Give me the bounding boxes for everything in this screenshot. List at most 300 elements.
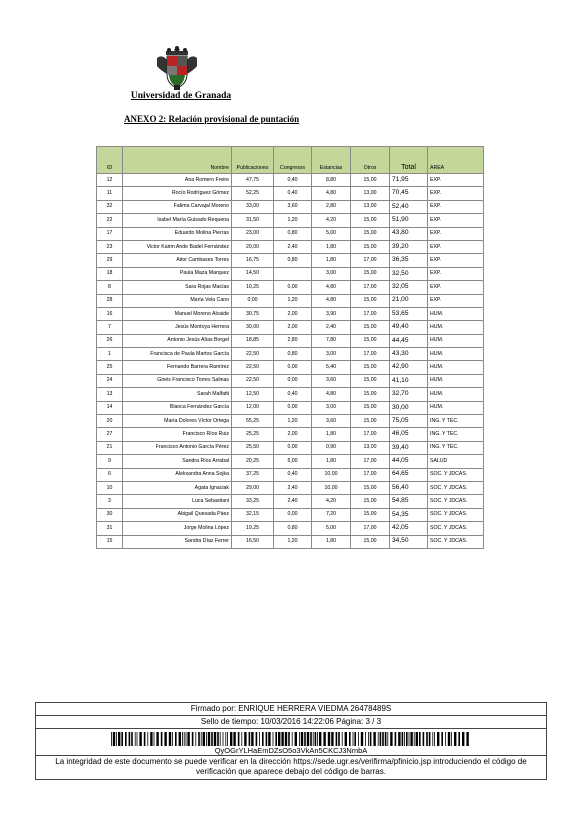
table-row: [97, 307, 484, 320]
header-publications: Publicaciones: [232, 147, 274, 174]
cell-total: 39,20: [390, 240, 428, 253]
barcode-bar: [395, 732, 397, 746]
barcode-bar: [139, 732, 141, 746]
cell-publications: 12,50: [232, 388, 274, 401]
table-header-row: [97, 147, 484, 174]
cell-area: HUM.: [428, 348, 484, 361]
barcode-bar: [201, 732, 202, 746]
cell-area: EXP.: [428, 174, 484, 187]
table-row: [97, 468, 484, 481]
cell-publications: 20,00: [232, 240, 274, 253]
cell-id: 3: [97, 495, 123, 508]
cell-id: 15: [97, 535, 123, 548]
barcode-bar: [317, 732, 318, 746]
barcode-bar: [184, 732, 185, 746]
barcode-bar: [256, 732, 258, 746]
cell-publications: 22,50: [232, 348, 274, 361]
cell-id: 21: [97, 441, 123, 454]
barcode-bar: [404, 732, 405, 746]
cell-total: 53,65: [390, 307, 428, 320]
cell-name: Paula Maza Marquez: [123, 267, 232, 280]
cell-publications: 31,50: [232, 214, 274, 227]
barcode-bar: [220, 732, 221, 746]
barcode-bar: [429, 732, 431, 746]
cell-congresses: 0,80: [274, 227, 312, 240]
cell-area: EXP.: [428, 281, 484, 294]
cell-area: HUM.: [428, 321, 484, 334]
barcode-bar: [198, 732, 200, 746]
annex-title: ANEXO 2: Relación provisional de puntación: [124, 114, 300, 124]
cell-publications: 52,25: [232, 187, 274, 200]
cell-name: Sara Rojas Macías: [123, 281, 232, 294]
cell-others: 15,00: [351, 174, 390, 187]
cell-area: SOC. Y JDCAS.: [428, 468, 484, 481]
cell-congresses: 2,40: [274, 481, 312, 494]
cell-id: 14: [97, 401, 123, 414]
cell-id: 17: [97, 227, 123, 240]
cell-publications: 37,25: [232, 468, 274, 481]
cell-area: SOC. Y JDCAS.: [428, 495, 484, 508]
university-name: Universidad de Granada: [130, 91, 232, 101]
cell-stays: 10,00: [312, 468, 351, 481]
barcode-bar: [192, 732, 194, 746]
signed-by: Firmado por: ENRIQUE HERRERA VIEDMA 26478489S: [36, 703, 546, 716]
cell-name: Manuel Moreno Alcaide: [123, 307, 232, 320]
cell-area: EXP.: [428, 200, 484, 213]
cell-publications: 32,15: [232, 508, 274, 521]
cell-others: 15,00: [351, 401, 390, 414]
table-row: [97, 334, 484, 347]
barcode-bar: [227, 732, 228, 746]
cell-others: 15,00: [351, 495, 390, 508]
cell-congresses: 0,40: [274, 174, 312, 187]
cell-congresses: 0,00: [274, 281, 312, 294]
barcode-bar: [331, 732, 333, 746]
cell-name: Ginés Francisco Torres Salinas: [123, 374, 232, 387]
cell-total: 21,00: [390, 294, 428, 307]
cell-name: Aitor Cambases Torres: [123, 254, 232, 267]
barcode-bar: [195, 732, 196, 746]
cell-congresses: 0,80: [274, 522, 312, 535]
barcode-bar: [398, 732, 400, 746]
cell-publications: 47,75: [232, 174, 274, 187]
table-row: [97, 535, 484, 548]
cell-congresses: 2,00: [274, 321, 312, 334]
barcode-bar: [259, 732, 260, 746]
cell-publications: 16,75: [232, 254, 274, 267]
cell-others: 15,00: [351, 481, 390, 494]
cell-area: SOC. Y JDCAS.: [428, 481, 484, 494]
table-row: [97, 455, 484, 468]
integrity-note: La integridad de este documento se puede verificar en la dirección https://sede.ugr.es/verifirma/pfinicio.jsp introduciendo el código de verificación que aparece debajo del código de barras.: [55, 757, 527, 776]
cell-congresses: 0,00: [274, 361, 312, 374]
table-row: [97, 508, 484, 521]
cell-others: 17,00: [351, 522, 390, 535]
barcode-bar: [434, 732, 435, 746]
table-row: [97, 481, 484, 494]
cell-publications: 12,00: [232, 401, 274, 414]
barcode-bar: [361, 732, 363, 746]
barcode-bar: [307, 732, 309, 746]
cell-stays: 4,80: [312, 281, 351, 294]
cell-name: Sandra Díaz Ferrer: [123, 535, 232, 548]
cell-others: 13,00: [351, 187, 390, 200]
barcode-bar: [349, 732, 351, 746]
barcode-bar: [203, 732, 205, 746]
cell-congresses: 0,00: [274, 401, 312, 414]
cell-name: Francisco Ríos Ruiz: [123, 428, 232, 441]
cell-others: 17,00: [351, 281, 390, 294]
verification-code: QyOGrYLHaEmDZsO5o3VkAn5CKCJ3NmbA: [214, 746, 368, 755]
barcode-bar: [238, 732, 240, 746]
cell-stays: 1,80: [312, 535, 351, 548]
cell-id: 6: [97, 468, 123, 481]
cell-area: HUM.: [428, 374, 484, 387]
barcode-bar: [423, 732, 425, 746]
cell-others: 17,00: [351, 254, 390, 267]
barcode-bar: [426, 732, 428, 746]
cell-others: 15,00: [351, 508, 390, 521]
cell-total: 42,90: [390, 361, 428, 374]
barcode-bar: [214, 732, 216, 746]
cell-area: EXP.: [428, 187, 484, 200]
barcode-bar: [179, 732, 181, 746]
cell-area: SOC. Y JDCAS.: [428, 508, 484, 521]
cell-area: SOC. Y JDCAS.: [428, 535, 484, 548]
cell-congresses: 0,80: [274, 254, 312, 267]
cell-others: 15,00: [351, 334, 390, 347]
cell-area: ING. Y TEC.: [428, 428, 484, 441]
barcode-bar: [217, 732, 219, 746]
cell-total: 41,10: [390, 374, 428, 387]
cell-total: 44,45: [390, 334, 428, 347]
barcode-bar: [310, 732, 312, 746]
cell-name: Isabel María Guisado Requena: [123, 214, 232, 227]
cell-congresses: 1,20: [274, 535, 312, 548]
cell-name: Jorge Molina López: [123, 522, 232, 535]
cell-congresses: 2,40: [274, 495, 312, 508]
cell-publications: 55,25: [232, 415, 274, 428]
table-row: [97, 401, 484, 414]
barcode-bar: [273, 732, 274, 746]
cell-publications: 20,25: [232, 455, 274, 468]
cell-congresses: 1,20: [274, 294, 312, 307]
cell-id: 31: [97, 522, 123, 535]
barcode-bar: [319, 732, 321, 746]
barcode-image: [111, 732, 471, 746]
barcode-bar: [150, 732, 152, 746]
barcode-bar: [285, 732, 287, 746]
barcode-bar: [249, 732, 251, 746]
barcode-bar: [156, 732, 158, 746]
cell-id: 22: [97, 214, 123, 227]
cell-congresses: 0,40: [274, 388, 312, 401]
cell-congresses: 1,20: [274, 214, 312, 227]
cell-name: Victor Karim Ande Badel Fernández: [123, 240, 232, 253]
barcode-bar: [144, 732, 146, 746]
cell-total: 54,35: [390, 508, 428, 521]
cell-stays: 1,80: [312, 455, 351, 468]
cell-others: 15,00: [351, 227, 390, 240]
cell-name: Jesús Montoya Herrera: [123, 321, 232, 334]
cell-others: 17,00: [351, 307, 390, 320]
cell-name: Francisca de Paula Martos García: [123, 348, 232, 361]
barcode-bar: [441, 732, 443, 746]
barcode-bar: [338, 732, 340, 746]
cell-stays: 4,80: [312, 187, 351, 200]
barcode-bar: [244, 732, 246, 746]
cell-publications: 25,25: [232, 428, 274, 441]
barcode-bar: [378, 732, 379, 746]
table-row: [97, 348, 484, 361]
cell-id: 16: [97, 307, 123, 320]
barcode-bar: [125, 732, 127, 746]
cell-stays: 1,80: [312, 240, 351, 253]
cell-stays: 2,40: [312, 321, 351, 334]
cell-name: Ana Romero Freire: [123, 174, 232, 187]
cell-name: Sarah Malfatti: [123, 388, 232, 401]
cell-others: 15,00: [351, 361, 390, 374]
cell-publications: 33,25: [232, 495, 274, 508]
cell-stays: 1,80: [312, 428, 351, 441]
cell-publications: 25,50: [232, 441, 274, 454]
cell-stays: 7,20: [312, 508, 351, 521]
barcode-bar: [111, 732, 112, 746]
cell-stays: 4,80: [312, 294, 351, 307]
barcode-bar: [410, 732, 412, 746]
table-row: [97, 214, 484, 227]
barcode-bar: [275, 732, 277, 746]
barcode-bar: [288, 732, 290, 746]
barcode-bar: [448, 732, 450, 746]
cell-stays: 3,90: [312, 307, 351, 320]
table-row: [97, 174, 484, 187]
cell-id: 9: [97, 455, 123, 468]
barcode-bar: [437, 732, 439, 746]
cell-total: 70,45: [390, 187, 428, 200]
cell-total: 71,95: [390, 174, 428, 187]
cell-name: Fernando Barrera Ramírez: [123, 361, 232, 374]
barcode-bar: [233, 732, 235, 746]
table-row: [97, 240, 484, 253]
cell-publications: 0,00: [232, 294, 274, 307]
barcode-bar: [113, 732, 115, 746]
header-name: Nombre: [123, 147, 232, 174]
cell-name: Alekxandra Anna Sojka: [123, 468, 232, 481]
barcode-bar: [373, 732, 375, 746]
cell-stays: 10,00: [312, 481, 351, 494]
cell-id: 12: [97, 174, 123, 187]
barcode-bar: [454, 732, 456, 746]
cell-area: EXP.: [428, 227, 484, 240]
cell-area: HUM.: [428, 401, 484, 414]
cell-name: Antonio Jesús Alías Borgel: [123, 334, 232, 347]
cell-name: Fatima Carvajal Moreno: [123, 200, 232, 213]
cell-publications: 30,00: [232, 321, 274, 334]
cell-area: EXP.: [428, 214, 484, 227]
barcode-bar: [154, 732, 155, 746]
cell-id: 32: [97, 200, 123, 213]
cell-area: EXP.: [428, 254, 484, 267]
cell-congresses: 2,00: [274, 428, 312, 441]
cell-name: Rocío Rodríguez Gómez: [123, 187, 232, 200]
barcode-bar: [368, 732, 369, 746]
cell-name: María Dolores Víctor Ortega: [123, 415, 232, 428]
barcode-bar: [225, 732, 226, 746]
timestamp: Sello de tiempo: 10/03/2016 14:22:06 Página: 3 / 3: [36, 716, 546, 729]
barcode-bar: [336, 732, 338, 746]
barcode-bar: [262, 732, 264, 746]
cell-area: SALUD: [428, 455, 484, 468]
cell-total: 52,40: [390, 200, 428, 213]
barcode-bar: [409, 732, 410, 746]
cell-total: 46,05: [390, 428, 428, 441]
cell-area: HUM.: [428, 361, 484, 374]
barcode-bar: [345, 732, 347, 746]
cell-others: 15,00: [351, 535, 390, 548]
barcode-bar: [313, 732, 314, 746]
barcode-bar: [169, 732, 171, 746]
cell-total: 51,90: [390, 214, 428, 227]
cell-total: 42,05: [390, 522, 428, 535]
table-row: [97, 428, 484, 441]
barcode-bar: [458, 732, 460, 746]
table-row: [97, 441, 484, 454]
cell-stays: 2,80: [312, 200, 351, 213]
cell-publications: 30,75: [232, 307, 274, 320]
cell-total: 43,80: [390, 227, 428, 240]
barcode-bar: [147, 732, 148, 746]
cell-publications: 16,50: [232, 535, 274, 548]
cell-congresses: 5,00: [274, 455, 312, 468]
header-id: ID: [97, 147, 123, 174]
barcode-bar: [315, 732, 317, 746]
table-row: [97, 415, 484, 428]
cell-id: 30: [97, 508, 123, 521]
cell-congresses: 1,20: [274, 415, 312, 428]
cell-others: 17,00: [351, 428, 390, 441]
barcode-bar: [445, 732, 446, 746]
barcode-bar: [211, 732, 213, 746]
signature-box: [35, 702, 547, 780]
cell-stays: 3,00: [312, 267, 351, 280]
table-row: [97, 321, 484, 334]
barcode-bar: [172, 732, 173, 746]
barcode-bar: [175, 732, 177, 746]
cell-id: 27: [97, 428, 123, 441]
cell-stays: 4,20: [312, 214, 351, 227]
table-row: [97, 254, 484, 267]
barcode-bar: [268, 732, 270, 746]
barcode-bar: [385, 732, 387, 746]
cell-others: 15,00: [351, 214, 390, 227]
barcode-bar: [206, 732, 207, 746]
cell-publications: 10,25: [232, 281, 274, 294]
cell-total: 49,40: [390, 321, 428, 334]
barcode-bar: [304, 732, 306, 746]
barcode-bar: [419, 732, 421, 746]
barcode-bar: [451, 732, 452, 746]
cell-name: Luca Sebastiani: [123, 495, 232, 508]
table-row: [97, 361, 484, 374]
cell-others: 17,00: [351, 468, 390, 481]
barcode-bar: [223, 732, 224, 746]
cell-stays: 0,90: [312, 441, 351, 454]
cell-congresses: 2,40: [274, 240, 312, 253]
cell-publications: 14,50: [232, 267, 274, 280]
cell-total: 30,00: [390, 401, 428, 414]
cell-stays: 3,00: [312, 348, 351, 361]
cell-total: 64,65: [390, 468, 428, 481]
barcode-bar: [292, 732, 293, 746]
cell-total: 36,35: [390, 254, 428, 267]
barcode-bar: [266, 732, 268, 746]
cell-others: 13,00: [351, 441, 390, 454]
cell-total: 54,85: [390, 495, 428, 508]
cell-stays: 4,20: [312, 495, 351, 508]
cell-name: Eduardo Molina Pierras: [123, 227, 232, 240]
cell-name: Francisco Antonio García Pérez: [123, 441, 232, 454]
cell-publications: 29,00: [232, 481, 274, 494]
barcode-bar: [137, 732, 138, 746]
cell-others: 15,00: [351, 240, 390, 253]
cell-others: 15,00: [351, 294, 390, 307]
barcode-bar: [301, 732, 303, 746]
table-body: [97, 174, 484, 549]
cell-total: 75,05: [390, 415, 428, 428]
barcode-bar: [466, 732, 468, 746]
cell-total: 43,30: [390, 348, 428, 361]
cell-congresses: 0,40: [274, 187, 312, 200]
cell-congresses: 0,80: [274, 348, 312, 361]
cell-area: HUM.: [428, 334, 484, 347]
barcode-bar: [164, 732, 166, 746]
cell-stays: 5,00: [312, 227, 351, 240]
barcode-section: [36, 729, 546, 756]
cell-name: Sandra Ríos Arrabal: [123, 455, 232, 468]
cell-stays: 5,40: [312, 361, 351, 374]
barcode-bar: [281, 732, 283, 746]
cell-others: 17,00: [351, 455, 390, 468]
barcode-bar: [182, 732, 183, 746]
cell-area: HUM.: [428, 307, 484, 320]
barcode-bar: [116, 732, 117, 746]
cell-id: 20: [97, 415, 123, 428]
table-row: [97, 522, 484, 535]
cell-name: María Vela Cano: [123, 294, 232, 307]
cell-congresses: 2,00: [274, 307, 312, 320]
barcode-bar: [416, 732, 418, 746]
cell-area: EXP.: [428, 294, 484, 307]
cell-total: 32,50: [390, 267, 428, 280]
cell-id: 24: [97, 374, 123, 387]
barcode-bar: [353, 732, 354, 746]
barcode-bar: [135, 732, 136, 746]
cell-id: 8: [97, 281, 123, 294]
cell-name: Blanca Fernández García: [123, 401, 232, 414]
cell-stays: 5,00: [312, 522, 351, 535]
table-row: [97, 187, 484, 200]
cell-others: 15,00: [351, 321, 390, 334]
cell-id: 28: [97, 294, 123, 307]
barcode-bar: [390, 732, 392, 746]
barcode-bar: [414, 732, 415, 746]
cell-total: 32,05: [390, 281, 428, 294]
table-row: [97, 374, 484, 387]
barcode-bar: [406, 732, 408, 746]
cell-id: 1: [97, 348, 123, 361]
cell-name: Abigail Quesada Páez: [123, 508, 232, 521]
